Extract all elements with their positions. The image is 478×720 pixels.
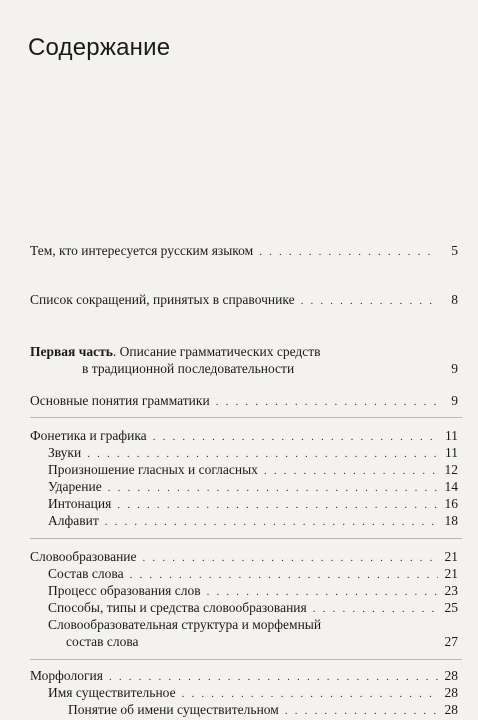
toc-entry-title: Состав слова [48,566,124,581]
dot-leader [313,601,438,618]
toc-entry-title: Звуки [48,445,82,460]
toc-page-number: 21 [444,549,458,564]
toc-page-number: 23 [444,583,458,598]
toc-entry-title: Основные понятия грамматики [30,393,210,408]
toc-entry-title: Алфавит [48,513,99,528]
part-title: . Описание грамматических средств [112,344,321,359]
dot-leader [285,703,438,720]
toc-entry-title: Тем, кто интересуется русским языком [30,243,254,258]
toc-entry-title: Словообразование [30,549,137,564]
toc-entry-title: Произношение гласных и согласных [48,462,258,477]
toc-entry[interactable] [68,701,458,720]
toc-entry-title: Процесс образования слов [48,583,201,598]
toc-page-number: 5 [451,243,458,258]
toc-part-heading[interactable] [30,343,321,360]
part-label: Первая часть [30,344,113,359]
toc-page-number: 27 [444,634,458,649]
toc-page-number: 9 [451,361,458,376]
dot-leader [216,394,438,411]
toc-entry-title-line2: в традиционной последовательности [82,361,295,376]
toc-entry[interactable] [30,242,458,261]
toc-page-number: 28 [444,668,458,683]
toc-page-number: 25 [444,600,458,615]
toc-page-number: 14 [444,479,458,494]
toc-entry-title: Имя существительное [48,685,176,700]
toc-page-number: 11 [445,428,458,443]
toc-page-number: 8 [451,292,458,307]
toc-page-number: 28 [444,702,458,717]
toc-entry-title: Понятие об имени существительном [68,702,279,717]
toc-page-number: 28 [444,685,458,700]
toc-page-number: 9 [451,393,458,408]
toc-entry-continuation[interactable] [82,360,458,377]
toc-entry-title: Фонетика и графика [30,428,147,443]
section-divider [30,659,462,660]
toc-page-number: 12 [444,462,458,477]
toc-entry-title: Способы, типы и средства словообразования [48,600,307,615]
toc-entry[interactable] [30,392,458,411]
toc-entry-title-line2: состав слова [66,634,139,649]
section-divider [30,417,462,418]
toc-entry-title: Морфология [30,668,103,683]
toc-entry-title: Ударение [48,479,102,494]
page-title: Содержание [28,34,171,61]
toc-page-number: 18 [444,513,458,528]
toc-entry[interactable] [48,616,321,633]
toc-page-number: 16 [444,496,458,511]
toc-page-number: 21 [444,566,458,581]
toc-page-number: 11 [445,445,458,460]
toc-entry-title: Список сокращений, принятых в справочнике [30,292,295,307]
toc-entry[interactable] [30,291,458,310]
toc-entry[interactable] [48,512,458,531]
section-divider [30,538,462,539]
toc-entry-title: Интонация [48,496,112,511]
dot-leader [259,244,438,261]
toc-entry-continuation[interactable] [66,633,458,650]
dot-leader [301,293,438,310]
dot-leader [105,514,438,531]
toc-entry-title: Словообразовательная структура и морфемный [48,617,322,632]
